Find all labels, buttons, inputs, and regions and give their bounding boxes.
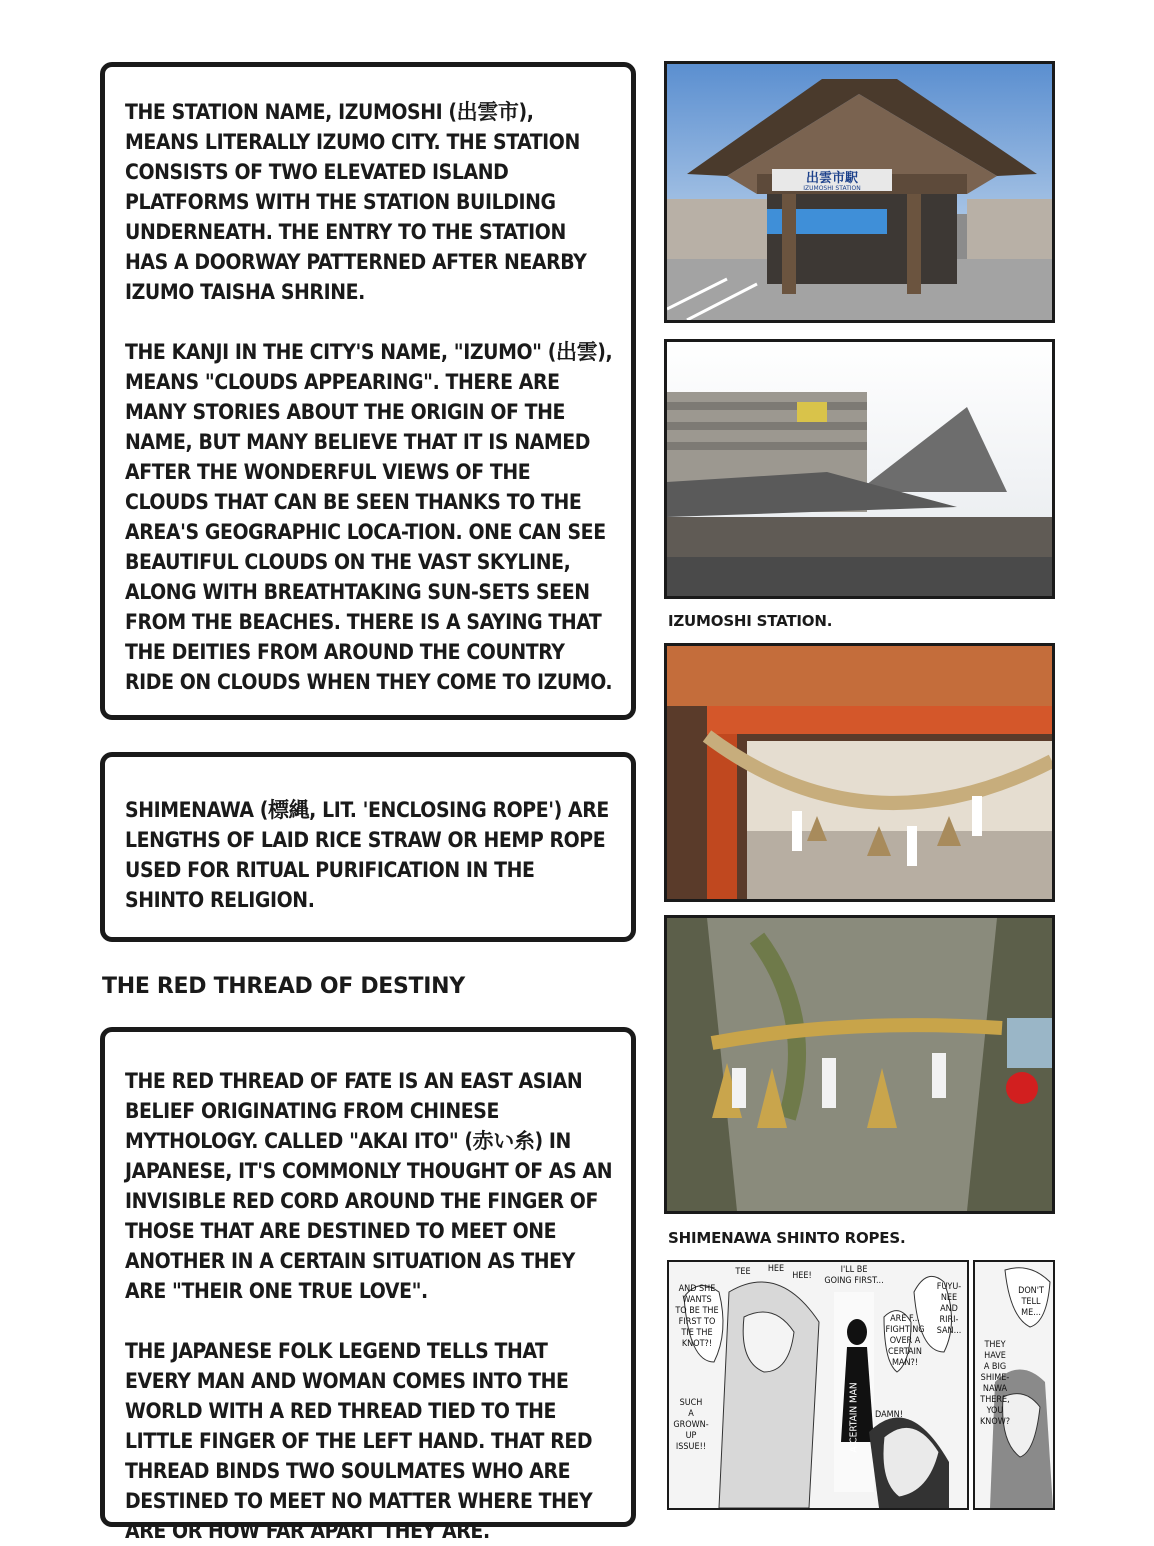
manga-bubble-damn: DAMN!: [875, 1410, 903, 1420]
info-box-izumoshi: [100, 62, 636, 720]
station-front-photo: [664, 61, 1055, 323]
info-box-red-thread: [100, 1027, 636, 1543]
tree-rope-photo: [664, 915, 1055, 1214]
manga-label-certain-man: A CERTAIN MAN: [848, 1382, 860, 1453]
manga-bubble-going-first: I'LL BE GOING FIRST...: [824, 1265, 884, 1286]
info-box-shimenawa: [100, 752, 636, 942]
station-sign-text: 出雲市駅: [805, 171, 859, 186]
manga-panel-right: [973, 1260, 1055, 1510]
manga-bubble-tee: TEE: [735, 1267, 751, 1277]
manga-bubble-hee2: HEE!: [792, 1271, 812, 1281]
red-thread-paragraph-2: THE JAPANESE FOLK LEGEND TELLS THAT EVERY MAN AND WOMAN COMES INTO THE WORLD WITH A RED THREAD TIED TO THE LITTLE FINGER OF THE LEFT HAND. THAT RED THREAD BINDS TWO SOULMATES WHO ARE DESTINED TO MEET NO MATTER WHERE THEY ARE OR HOW FAR APART THEY ARE.: [125, 1339, 593, 1543]
manga-bubble-dont-tell-me: DON'T TELL ME...: [1018, 1286, 1044, 1318]
shrine-rope-photo: [664, 643, 1055, 902]
manga-bubble-big-shimenawa: THEY HAVE A BIG SHIME- NAWA THERE, YOU KNOW?: [979, 1340, 1011, 1427]
caption-station: IZUMOSHI STATION.: [668, 612, 833, 630]
shimenawa-paragraph: SHIMENAWA (標縄, LIT. 'ENCLOSING ROPE') ARE LENGTHS OF LAID RICE STRAW OR HEMP ROPE USED FOR RITUAL PURIFICATION IN THE SHINTO RELIGION.: [125, 798, 609, 912]
izumoshi-paragraph-2: THE KANJI IN THE CITY'S NAME, "IZUMO" (出雲), MEANS "CLOUDS APPEARING". THERE ARE MANY STORIES ABOUT THE ORIGIN OF THE NAME, BUT MANY BELIEVE THAT IT IS NAMED AFTER THE WONDERFUL VIEWS OF THE CLOUDS THAT CAN BE SEEN THANKS TO THE AREA'S GEOGRAPHIC LOCA-TION. ONE CAN SEE BEAUTIFUL CLOUDS ON THE VAST SKYLINE, ALONG WITH BREATHTAKING SUN-SETS SEEN FROM THE BEACHES. THERE IS A SAYING THAT THE DEITIES FROM AROUND THE COUNTRY RIDE ON CLOUDS WHEN THEY COME TO IZUMO.: [125, 340, 613, 694]
manga-panel-left: [667, 1260, 969, 1510]
caption-ropes: SHIMENAWA SHINTO ROPES.: [668, 1229, 906, 1247]
station-side-photo: [664, 339, 1055, 599]
manga-bubble-grown-up: SUCH A GROWN- UP ISSUE!!: [673, 1398, 709, 1452]
manga-bubble-knot: AND SHE WANTS TO BE THE FIRST TO TIE THE KNOT?!: [675, 1284, 719, 1349]
manga-bubble-hee: HEE: [767, 1264, 785, 1274]
red-thread-paragraph-1: THE RED THREAD OF FATE IS AN EAST ASIAN BELIEF ORIGINATING FROM CHINESE MYTHOLOGY. CALLED "AKAI ITO" (赤い糸) IN JAPANESE, IT'S COMMONLY THOUGHT OF AS AN INVISIBLE RED CORD AROUND THE FINGER OF THOSE THAT ARE DESTINED TO MEET ONE ANOTHER IN A CERTAIN SITUATION AS THEY ARE "THEIR ONE TRUE LOVE".: [125, 1069, 613, 1303]
manga-bubble-fighting: ARE F... FIGHTING OVER A CERTAIN MAN?!: [885, 1314, 925, 1368]
station-sign-subtext: IZUMOSHI STATION: [803, 185, 861, 192]
manga-bubble-fuyu-nee: FUYU- NEE AND RIRI- SAN...: [936, 1282, 962, 1336]
section-heading-red-thread: THE RED THREAD OF DESTINY: [102, 974, 465, 999]
izumoshi-paragraph-1: THE STATION NAME, IZUMOSHI (出雲市), MEANS LITERALLY IZUMO CITY. THE STATION CONSISTS OF TWO ELEVATED ISLAND PLATFORMS WITH THE STATION BUILDING UNDERNEATH. THE ENTRY TO THE STATION HAS A DOORWAY PATTERNED AFTER NEARBY IZUMO TAISHA SHRINE.: [125, 100, 587, 304]
